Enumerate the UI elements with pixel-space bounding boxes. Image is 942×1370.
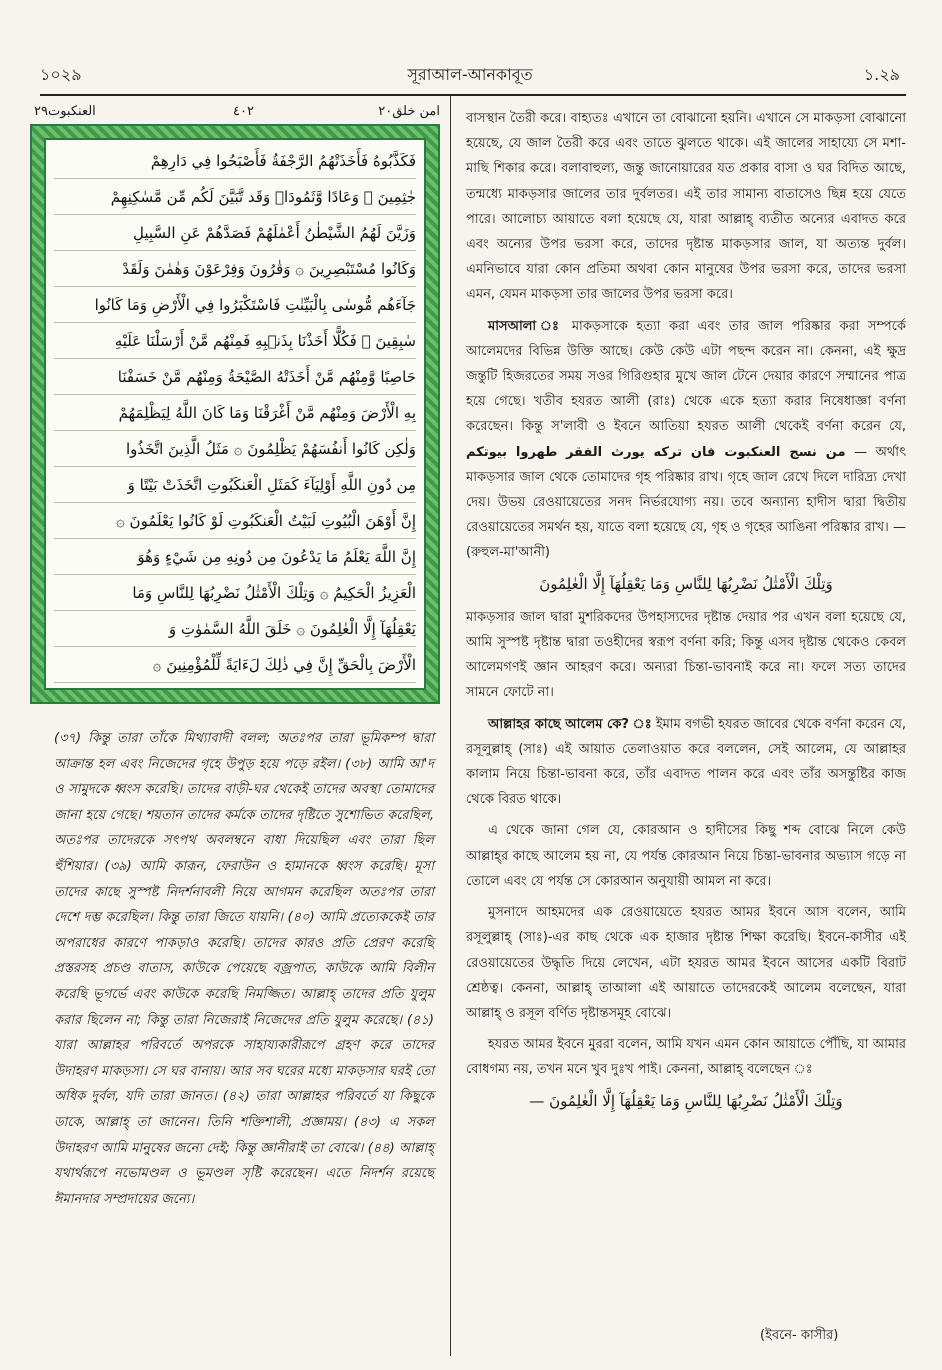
page-number-right: ১.২৯ [863,65,900,84]
masala-heading: মাসআলা ঃ [488,318,564,334]
quran-line: جٰثِمِينَ ۞ وَعَادًا وَّثَمُودَا۟ وَقَد تَّبَيَّنَ لَكُم مِّن مَّسٰكِنِهِمْ [54,180,416,215]
masala-paragraph [466,314,906,566]
quran-line: مِن دُونِ اللَّهِ أَوْلِيَآءَ كَمَثَلِ الْعَنكَبُوتِ اتَّخَذَتْ بَيْتًا وَ [54,468,416,503]
quran-panel [30,104,444,706]
source-citation: (ইবনে- কাসীর) [760,1328,839,1343]
quran-line: الْعَزِيزُ الْحَكِيمُ ۞ وَتِلْكَ الْأَمْثٰلُ نَضْرِبُهَا لِلنَّاسِ وَمَا [54,576,416,611]
quran-juz-label: امن خلق٢٠ [378,104,440,119]
translation-column [54,726,434,1212]
masala-text-2: — অর্থাৎ মাকড়সার জাল থেকে তোমাদের গৃহ পরিষ্কার রাখ। গৃহে জাল রেখে দিলে দারিদ্র্য দেখা দেয়। উভয় রেওয়ায়েতের সনদ নির্ভরযোগ্য নয়। তবে অন্যান্য হাদীস দ্বারা দ্বিতীয় রেওয়ায়েতের সমর্থন হয়, যাতে বলা হয়েছে যে, গৃহ ও গৃহের আঙিনা পরিষ্কার রাখ। — (রুহুল-মা'আনী) [466,444,907,561]
ayah-quote-2: وَتِلْكَ الْأَمْثٰلُ نَضْرِبُهَا لِلنَّاسِ وَمَا يَعْقِلُهَآ إِلَّا الْعٰلِمُونَ — [529,1091,843,1110]
quran-line: وَكَانُوا مُسْتَبْصِرِينَ ۞ وَقٰرُونَ وَفِرْعَوْنَ وَهٰمٰنَ وَلَقَدْ [54,252,416,287]
commentary-paragraph: হযরত আমর ইবনে মুররা বলেন, আমি যখন এমন কোন আয়াতে পৌঁছি, যা আমার বোধগম্য নয়, তখন মনে খুব দুঃখ পাই। কেননা, আল্লাহ্ বলেছেন ঃ [466,1037,906,1078]
quran-line: بِهِ الْأَرْضَ وَمِنْهُم مَّنْ أَغْرَقْنَا وَمَا كَانَ اللَّهُ لِيَظْلِمَهُمْ [54,396,416,431]
quran-line: إِنَّ أَوْهَنَ الْبُيُوتِ لَبَيْتُ الْعَنكَبُوتِ لَوْ كَانُوا يَعْلَمُونَ ۞ [54,504,416,539]
quran-line: وَزَيَّنَ لَهُمُ الشَّيْطٰنُ أَعْمٰلَهُمْ فَصَدَّهُمْ عَنِ السَّبِيلِ [54,216,416,251]
quran-line: الْأَرْضَ بِالْحَقِّ إِنَّ فِي ذٰلِكَ لَءَايَةً لِّلْمُؤْمِنِينَ ۞ [54,648,416,683]
quran-line: وَلٰكِن كَانُوا أَنفُسَهُمْ يَظْلِمُونَ ۞ مَثَلُ الَّذِينَ اتَّخَذُوا [54,432,416,467]
header-rule [40,94,906,96]
alem-paragraph [466,712,906,813]
quran-line: يَعْقِلُهَآ إِلَّا الْعٰلِمُونَ ۞ خَلَقَ اللَّهُ السَّمٰوٰتِ وَ [54,612,416,647]
quran-page-label: ٤٠٢ [233,104,254,119]
masala-arabic-1: طهروا بيوتكم [466,444,558,460]
quran-surah-label: العنكبوت٢٩ [34,104,96,119]
quran-top-labels [30,104,444,124]
commentary-paragraph: এ থেকে জানা গেল যে, কোরআন ও হাদীসের কিছু শব্দ বোঝে নিলে কেউ আল্লাহ্‌র কাছে আলেম হয় না, যে পর্যন্ত কোরআন নিয়ে চিন্তা-ভাবনার অভ্যাস গড়ে না তোলে এবং যে পর্যন্ত সে কোরআন অনুযায়ী আমল না করে। [466,823,906,889]
quran-line: فَكَذَّبُوهُ فَأَخَذَتْهُمُ الرَّجْفَةُ فَأَصْبَحُوا فِي دَارِهِمْ [54,144,416,179]
quran-line: سٰبِقِينَ ۞ فَكُلًّا أَخَذْنَا بِذَنۢبِهِ فَمِنْهُم مَّنْ أَرْسَلْنَا عَلَيْهِ [54,324,416,359]
masala-text: মাকড়সাকে হত্যা করা এবং তার জাল পরিষ্কার করা সম্পর্কে আলেমদের বিভিন্ন উক্তি আছে। কেউ কেউ এটা পছন্দ করেন না। কেননা, এই ক্ষুদ্র জন্তুটি হিজরতের সময় সওর গিরিগুহার মুখে জাল টেনে দেয়ার কারণে সম্মানের পাত্র হয়ে গেছে। খতীব হযরত আলী (রাঃ) থেকে একে হত্যা করার নিষেধাজ্ঞা বর্ণনা করেছেন। কিন্তু স'লাবী ও ইবনে আতিয়া হযরত আলী থেকেই বর্ণনা করেন যে, [466,318,906,435]
commentary-column [466,106,906,1122]
alem-text: ইমাম বগভী হযরত জাবের থেকে বর্ণনা করেন যে, রসূলুল্লাহ্ (সাঃ) এই আয়াত তেলাওয়াত করে বললেন, সেই আলেম, যে আল্লাহর কালাম নিয়ে চিন্তা-ভাবনা করে, তাঁর এবাদত পালন করে এবং তাঁর অসন্তুষ্টির কাজ থেকে বিরত থাকে। [466,716,906,808]
masala-arabic-2: من نسج العنكبوت فان تركه يورث الفقر [565,444,846,460]
quran-line: إِنَّ اللَّهَ يَعْلَمُ مَا يَدْعُونَ مِن دُونِهِ مِن شَيْءٍ وَهُوَ [54,540,416,575]
column-divider [450,96,451,1356]
ayah-quote: وَتِلْكَ الْأَمْثٰلُ نَضْرِبُهَا لِلنَّاسِ وَمَا يَعْقِلُهَآ إِلَّا الْعٰلِمُونَ [539,574,833,593]
quran-frame [30,124,440,704]
alem-heading: আল্লাহর কাছে আলেম কে? ঃ [488,716,652,732]
quran-text-area [44,138,426,690]
commentary-paragraph: মাকড়সার জাল দ্বারা মুশরিকদের উপহাস্যদের দৃষ্টান্ত দেয়ার পর এখন বলা হয়েছে যে, আমি সুস্পষ্ট দৃষ্টান্ত দ্বারা তওহীদের স্বরূপ বর্ণনা করি; কিন্তু এসব দৃষ্টান্ত থেকেও কেবল আলেমগণই জ্ঞান আহরণ করে। অন্যরা চিন্তা-ভাবনাই করে না। ফলে সত্য তাদের সামনে ফোটে না। [466,609,906,701]
commentary-paragraph: বাসস্থান তৈরী করে। বাহ্যতঃ এখানে তা বোঝানো হয়নি। এখানে সে মাকড়সা বোঝানো হয়েছে, যে জাল তৈরী করে এবং তাতে ঝুলতে থাকে। এই জালের সাহায্যে সে মশা-মাছি শিকার করে। বলাবাহুল্য, জন্তু জানোয়ারের যত প্রকার বাসা ও ঘর বিদিত আছে, তন্মধ্যে মাকড়সার জালের তার দুর্বলতর। এই তার সামান্য বাতাসেও ছিন্ন হয়ে যেতে পারে। আলোচ্য আয়াতে বলা হয়েছে যে, যারা আল্লাহ্ ব্যতীত অন্যের এবাদত করে এবং অন্যের উপর ভরসা করে, তাদের দৃষ্টান্ত মাকড়সার জাল, যা অত্যন্ত দুর্বল। এমনিভাবে যারা কোন প্রতিমা অথবা কোন মানুষের উপর ভরসা করে, তাদের ভরসা এমন, যেমন মাকড়সা তার জালের উপর ভরসা করে। [466,111,906,303]
page-number-left: ১০২৯ [40,65,82,84]
commentary-paragraph: মুসনাদে আহমদের এক রেওয়ায়েতে হযরত আমর ইবনে আস বলেন, আমি রসূলুল্লাহ্ (সাঃ)-এর কাছ থেকে এক হাজার দৃষ্টান্ত শিক্ষা করেছি। ইবনে-কাসীর এই রেওয়ায়েতের উদ্ধৃতি দিয়ে লেখেন, এটা হযরত আমর ইবনে আসের একটি বিরাট শ্রেষ্ঠত্ব। কেননা, আল্লাহ্ তাআলা এই আয়াতে তাদেরকেই আলেম বলেছেন, যারা আল্লাহ্ ও রসূল বর্ণিত দৃষ্টান্তসমূহ বোঝে। [466,905,906,1021]
surah-title: সূরাআল-আনকাবূত [407,65,533,84]
quran-line: حَاصِبًا وَّمِنْهُم مَّنْ أَخَذَتْهُ الصَّيْحَةُ وَمِنْهُم مَّنْ خَسَفْنَا [54,360,416,395]
page-header [40,62,900,90]
quran-line: جَآءَهُم مُّوسٰى بِالْبَيِّنٰتِ فَاسْتَكْبَرُوا فِي الْأَرْضِ وَمَا كَانُوا [54,288,416,323]
translation-text: (৩৭) কিন্তু তারা তাঁকে মিথ্যাবাদী বলল; অতঃপর তারা ভূমিকম্প দ্বারা আক্রান্ত হল এবং নিজেদের গৃহে উপুড় হয়ে পড়ে রইল। (৩৮) আমি আ'দ ও সামুদকে ধ্বংস করেছি। তাদের বাড়ী-ঘর থেকেই তাদের অবস্থা তোমাদের জানা হয়ে গেছে। শয়তান তাদের কর্মকে তাদের দৃষ্টিতে সুশোভিত করেছিল, অতঃপর তাদেরকে সৎপথ অবলম্বনে বাধা দিয়েছিল এবং তারা ছিল হুঁশিয়ার। (৩৯) আমি কারূন, ফেরাউন ও হামানকে ধ্বংস করেছি। মূসা তাদের কাছে সুস্পষ্ট নিদর্শনাবলী নিয়ে আগমন করেছিল অতঃপর তারা দেশে দম্ভ করেছিল। কিন্তু তারা জিতে যায়নি। (৪০) আমি প্রত্যেককেই তার অপরাধের কারণে পাকড়াও করেছি। তাদের কারও প্রতি প্রেরণ করেছি প্রস্তরসহ প্রচণ্ড বাতাস, কাউকে পেয়েছে বজ্রপাত, কাউকে আমি বিলীন করেছি ভূগর্ভে এবং কাউকে করেছি নিমজ্জিত। আল্লাহ্ তাদের প্রতি যুলুম করার ছিলেন না; কিন্তু তারা নিজেরাই নিজেদের প্রতি যুলুম করেছে। (৪১) যারা আল্লাহর পরিবর্তে অপরকে সাহায্যকারীরূপে গ্রহণ করে তাদের উদাহরণ মাকড়সা। সে ঘর বানায়। আর সব ঘরের মধ্যে মাকড়সার ঘরই তো অধিক দুর্বল, যদি তারা জানত। (৪২) তারা আল্লাহর পরিবর্তে যা কিছুকে ডাকে, আল্লাহ্ তা জানেন। তিনি শক্তিশালী, প্রজ্ঞাময়। (৪৩) এ সকল উদাহরণ আমি মানুষের জন্যে দেই; কিন্তু জ্ঞানীরাই তা বোঝে। (৪৪) আল্লাহ্ যথার্থরূপে নভোমণ্ডল ও ভূমণ্ডল সৃষ্টি করেছেন। এতে নিদর্শন রয়েছে ঈমানদার সম্প্রদায়ের জন্যে। [54,731,434,1207]
